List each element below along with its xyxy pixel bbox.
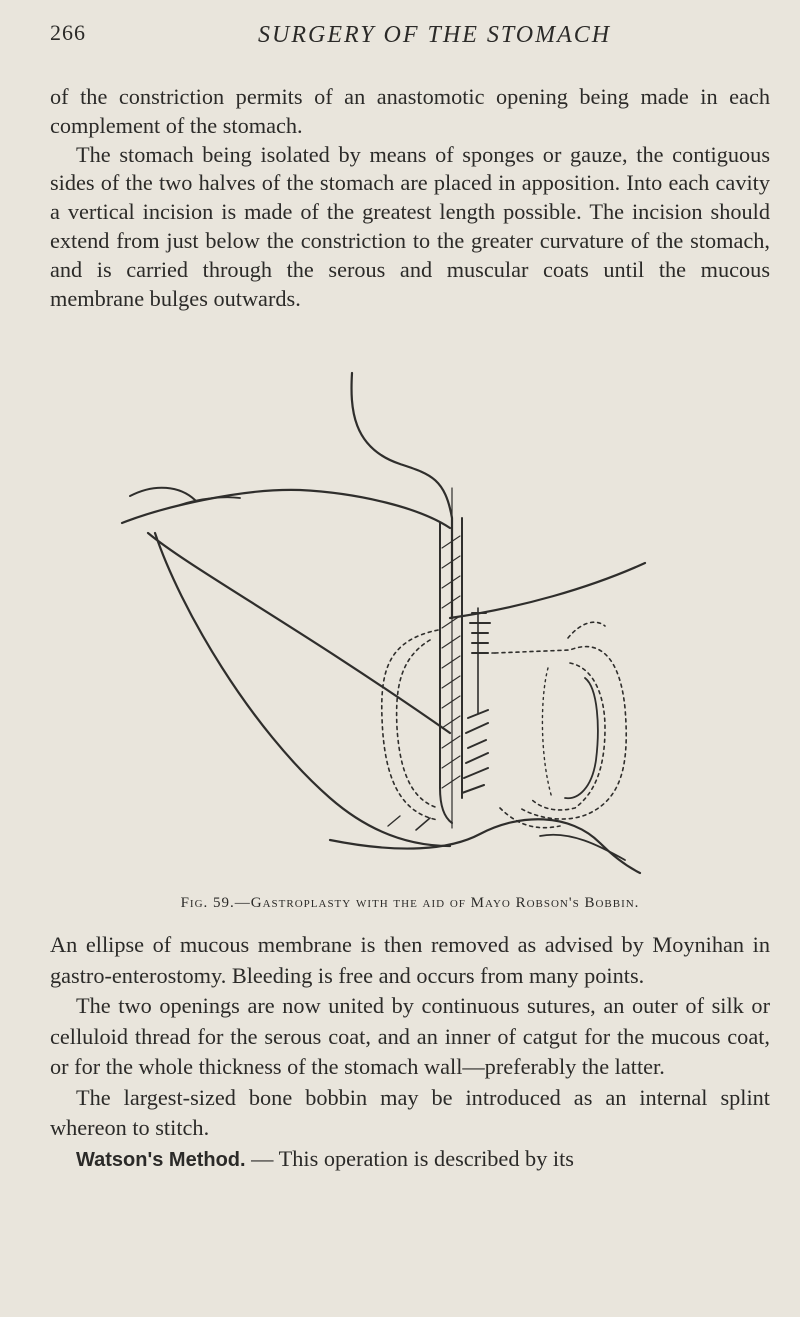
paragraph-watson-method <box>50 1144 770 1176</box>
gastroplasty-illustration <box>100 368 720 888</box>
paragraph-ellipse: An ellipse of mucous membrane is then removed as advised by Moynihan in gastro-enterostomy. Bleeding is free and occurs from many points. <box>50 932 770 988</box>
figure-label: Fig. 59. <box>180 895 235 911</box>
top-text-block <box>50 83 770 313</box>
figure-caption <box>50 895 770 912</box>
figure-caption-text: —Gastroplasty with the aid of Mayo Robson's Bobbin. <box>234 895 640 911</box>
page-number: 266 <box>50 20 86 45</box>
running-title: SURGERY OF THE STOMACH <box>258 22 612 48</box>
running-head <box>50 20 770 60</box>
bottom-text-block <box>50 930 770 1175</box>
method-heading: Watson's Method. <box>76 1148 246 1171</box>
paragraph-bobbin: The largest-sized bone bobbin may be introduced as an internal splint whereon to stitch. <box>50 1084 770 1140</box>
paragraph-incision: The stomach being isolated by means of sponges or gauze, the contiguous sides of the two halves of the stomach are placed in apposition. Into each cavity a vertical incision is made of the greatest length possible. The incision should extend from just below the constriction to the greater curvature of the stomach, and is carried through the serous and muscular coats until the mucous membrane bulges outwards. <box>50 141 770 311</box>
paragraph-continuation: of the constriction permits of an anastomotic opening being made in each complement of the stomach. <box>50 84 770 138</box>
method-text: — This operation is described by its <box>245 1145 574 1171</box>
paragraph-sutures: The two openings are now united by continuous sutures, an outer of silk or celluloid thread for the serous coat, and an inner of catgut for the mucous coat, or for the whole thickness of the stomach wall—preferably the latter. <box>50 993 770 1079</box>
figure-gastroplasty-diagram <box>100 368 720 888</box>
